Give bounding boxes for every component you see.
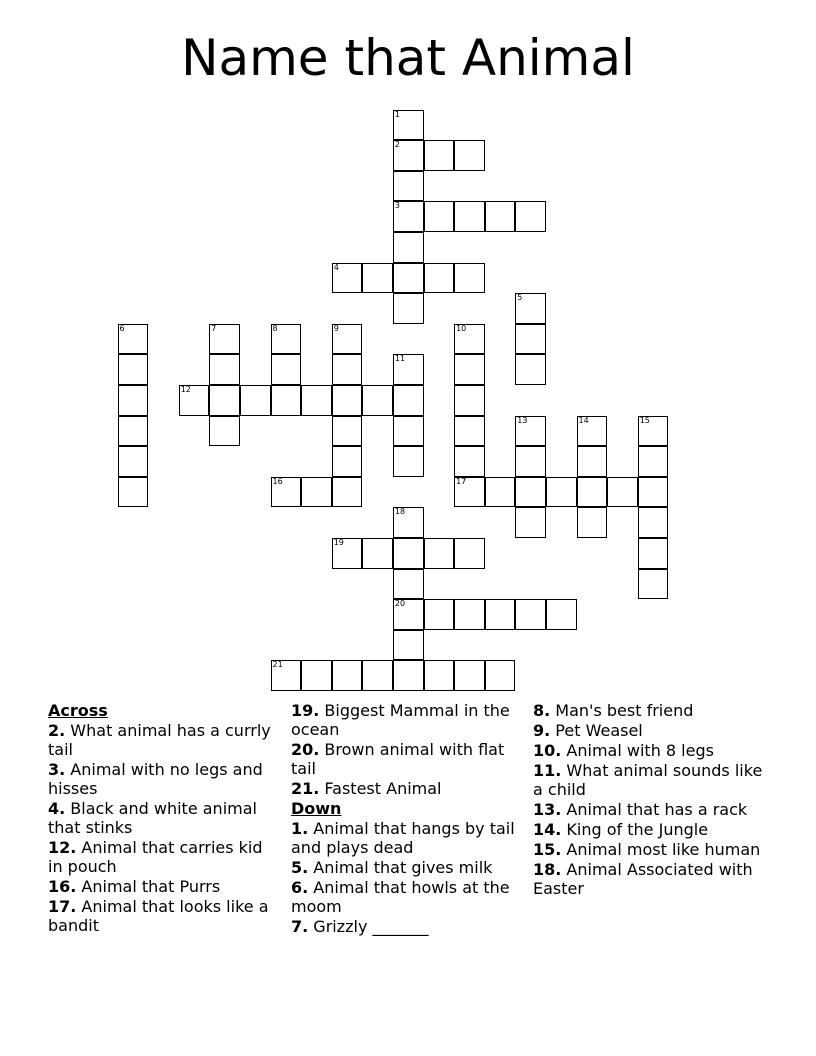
clue-number: 4 xyxy=(333,262,339,272)
grid-cell[interactable] xyxy=(271,477,302,508)
grid-cell[interactable] xyxy=(638,446,669,477)
clue-item-number: 15. xyxy=(533,840,562,859)
clue-item xyxy=(291,779,523,798)
grid-cell[interactable] xyxy=(454,599,485,630)
clue-item xyxy=(291,740,523,778)
grid-cell[interactable] xyxy=(393,201,424,232)
grid-cell[interactable] xyxy=(638,538,669,569)
grid-cell[interactable] xyxy=(454,263,485,294)
grid-cell[interactable] xyxy=(393,507,424,538)
grid-cell[interactable] xyxy=(209,385,240,416)
clue-item-number: 3. xyxy=(48,760,66,779)
clue-number: 7 xyxy=(211,323,217,333)
grid-cell[interactable] xyxy=(332,324,363,355)
clue-item xyxy=(48,838,280,876)
grid-cell[interactable] xyxy=(332,263,363,294)
grid-cell[interactable] xyxy=(271,324,302,355)
clue-number: 20 xyxy=(394,599,406,609)
grid-cell[interactable] xyxy=(332,416,363,447)
grid-cell[interactable] xyxy=(424,140,455,171)
clue-item xyxy=(291,858,523,877)
grid-cell[interactable] xyxy=(118,324,149,355)
clue-number: 10 xyxy=(456,323,467,333)
clue-number: 8 xyxy=(272,323,278,333)
clue-number: 9 xyxy=(333,323,339,333)
clue-number: 11 xyxy=(394,354,406,364)
clue-item-text: Animal that looks like a bandit xyxy=(48,897,269,935)
clue-item-text: Man's best friend xyxy=(550,701,694,720)
clue-item xyxy=(291,878,523,916)
clue-item-text: Black and white animal that stinks xyxy=(48,799,257,837)
grid-cell[interactable] xyxy=(393,140,424,171)
grid-cell[interactable] xyxy=(424,263,455,294)
clue-item-text: Brown animal with flat tail xyxy=(291,740,505,778)
clue-number: 13 xyxy=(517,415,528,425)
clue-item-number: 2. xyxy=(48,721,66,740)
clue-item xyxy=(48,799,280,837)
grid-cell[interactable] xyxy=(393,171,424,202)
clue-number: 14 xyxy=(578,415,589,425)
grid-cell[interactable] xyxy=(393,599,424,630)
clue-item-text: Animal Associated with Easter xyxy=(533,860,753,898)
grid-cell[interactable] xyxy=(638,477,669,508)
grid-cell[interactable] xyxy=(546,477,577,508)
grid-cell[interactable] xyxy=(118,385,149,416)
grid-cell[interactable] xyxy=(515,354,546,385)
clue-item-text: Animal that gives milk xyxy=(308,858,493,877)
clue-item xyxy=(533,860,773,898)
clue-item xyxy=(533,820,773,839)
clue-item-number: 12. xyxy=(48,838,77,857)
grid-cell[interactable] xyxy=(577,477,608,508)
grid-cell[interactable] xyxy=(301,385,332,416)
grid-cell[interactable] xyxy=(393,110,424,141)
clue-item-number: 18. xyxy=(533,860,562,879)
grid-cell[interactable] xyxy=(638,569,669,600)
grid-cell[interactable] xyxy=(546,599,577,630)
grid-cell[interactable] xyxy=(118,477,149,508)
clue-number: 1 xyxy=(394,109,400,119)
clue-item-number: 16. xyxy=(48,877,77,896)
clue-item-number: 4. xyxy=(48,799,66,818)
grid-cell[interactable] xyxy=(515,477,546,508)
clue-item-text: Animal with no legs and hisses xyxy=(48,760,263,798)
grid-cell[interactable] xyxy=(393,538,424,569)
clue-number: 18 xyxy=(394,507,406,517)
grid-cell[interactable] xyxy=(454,538,485,569)
clue-number: 6 xyxy=(119,323,125,333)
grid-cell[interactable] xyxy=(301,660,332,691)
grid-cell[interactable] xyxy=(332,538,363,569)
grid-cell[interactable] xyxy=(638,416,669,447)
clue-item-text: Animal that hangs by tail and plays dead xyxy=(291,819,515,857)
grid-cell[interactable] xyxy=(362,538,393,569)
grid-cell[interactable] xyxy=(393,263,424,294)
clue-column-2 xyxy=(291,701,523,937)
grid-cell[interactable] xyxy=(332,660,363,691)
grid-cell[interactable] xyxy=(515,201,546,232)
clue-item-text: Animal that howls at the moom xyxy=(291,878,510,916)
clue-item-text: What animal has a currly tail xyxy=(48,721,271,759)
grid-cell[interactable] xyxy=(118,354,149,385)
grid-cell[interactable] xyxy=(485,599,516,630)
grid-cell[interactable] xyxy=(577,446,608,477)
clue-item-text: Animal with 8 legs xyxy=(561,741,714,760)
clue-item-number: 5. xyxy=(291,858,309,877)
grid-cell[interactable] xyxy=(454,354,485,385)
clue-item-number: 1. xyxy=(291,819,309,838)
clue-item xyxy=(533,721,773,740)
grid-cell[interactable] xyxy=(332,354,363,385)
clue-item-number: 21. xyxy=(291,779,320,798)
grid-cell[interactable] xyxy=(393,416,424,447)
clue-item-text: King of the Jungle xyxy=(561,820,709,839)
grid-cell[interactable] xyxy=(332,385,363,416)
clue-item xyxy=(48,897,280,935)
grid-cell[interactable] xyxy=(393,569,424,600)
grid-cell[interactable] xyxy=(209,416,240,447)
grid-cell[interactable] xyxy=(485,201,516,232)
clue-number: 3 xyxy=(394,201,400,211)
grid-cell[interactable] xyxy=(362,385,393,416)
clue-item xyxy=(533,840,773,859)
grid-cell[interactable] xyxy=(607,477,638,508)
grid-cell[interactable] xyxy=(393,293,424,324)
clue-item-number: 14. xyxy=(533,820,562,839)
grid-cell[interactable] xyxy=(362,263,393,294)
clue-item xyxy=(533,761,773,799)
grid-cell[interactable] xyxy=(515,446,546,477)
clue-item-text: What animal sounds like a child xyxy=(533,761,763,799)
clue-number: 5 xyxy=(517,293,523,303)
grid-cell[interactable] xyxy=(454,416,485,447)
clue-item xyxy=(48,877,280,896)
clue-item xyxy=(533,701,773,720)
clue-item-number: 19. xyxy=(291,701,320,720)
clue-item-text: Biggest Mammal in the ocean xyxy=(291,701,510,739)
clue-item-text: Animal that Purrs xyxy=(76,877,221,896)
grid-cell[interactable] xyxy=(424,599,455,630)
clue-number: 2 xyxy=(394,140,400,150)
grid-cell[interactable] xyxy=(393,385,424,416)
grid-cell[interactable] xyxy=(485,477,516,508)
grid-cell[interactable] xyxy=(393,630,424,661)
clue-item-number: 8. xyxy=(533,701,551,720)
clue-item-text: Animal that has a rack xyxy=(561,800,748,819)
grid-cell[interactable] xyxy=(240,385,271,416)
grid-cell[interactable] xyxy=(118,446,149,477)
grid-cell[interactable] xyxy=(271,354,302,385)
clue-item-number: 9. xyxy=(533,721,551,740)
grid-cell[interactable] xyxy=(118,416,149,447)
clue-item-text: Pet Weasel xyxy=(550,721,643,740)
clue-section-heading: Down xyxy=(291,799,342,818)
grid-cell[interactable] xyxy=(454,660,485,691)
clue-item-text: Fastest Animal xyxy=(319,779,442,798)
clue-number: 12 xyxy=(180,384,191,394)
grid-cell[interactable] xyxy=(454,324,485,355)
clue-item-number: 11. xyxy=(533,761,562,780)
grid-cell[interactable] xyxy=(362,660,393,691)
grid-cell[interactable] xyxy=(515,324,546,355)
grid-cell[interactable] xyxy=(485,660,516,691)
grid-cell[interactable] xyxy=(515,599,546,630)
clue-item xyxy=(291,819,523,857)
clue-number: 15 xyxy=(639,415,650,425)
grid-cell[interactable] xyxy=(393,232,424,263)
grid-cell[interactable] xyxy=(515,507,546,538)
clue-item-number: 13. xyxy=(533,800,562,819)
clue-item-text: Animal that carries kid in pouch xyxy=(48,838,263,876)
clue-item-number: 10. xyxy=(533,741,562,760)
clue-item xyxy=(48,760,280,798)
grid-cell[interactable] xyxy=(424,660,455,691)
clue-item-number: 7. xyxy=(291,917,309,936)
grid-cell[interactable] xyxy=(454,201,485,232)
grid-cell[interactable] xyxy=(577,507,608,538)
clue-item-number: 6. xyxy=(291,878,309,897)
clue-number: 16 xyxy=(272,476,283,486)
grid-cell[interactable] xyxy=(301,477,332,508)
grid-cell[interactable] xyxy=(424,201,455,232)
clue-column-3 xyxy=(533,701,773,899)
page-title: Name that Animal xyxy=(181,29,635,87)
grid-cell[interactable] xyxy=(271,385,302,416)
grid-cell[interactable] xyxy=(577,416,608,447)
grid-cell[interactable] xyxy=(209,354,240,385)
clue-item-text: Grizzly _______ xyxy=(308,917,429,936)
grid-cell[interactable] xyxy=(424,538,455,569)
grid-cell[interactable] xyxy=(393,354,424,385)
clue-item-number: 20. xyxy=(291,740,320,759)
grid-cell[interactable] xyxy=(209,324,240,355)
clue-column-1 xyxy=(48,701,280,936)
grid-cell[interactable] xyxy=(332,477,363,508)
clue-item xyxy=(533,800,773,819)
clue-item xyxy=(533,741,773,760)
clue-number: 21 xyxy=(272,660,283,670)
grid-cell[interactable] xyxy=(332,446,363,477)
grid-cell[interactable] xyxy=(638,507,669,538)
clue-number: 17 xyxy=(456,476,467,486)
grid-cell[interactable] xyxy=(454,385,485,416)
clue-number: 19 xyxy=(333,537,344,547)
clue-item xyxy=(291,917,523,936)
clue-item-number: 17. xyxy=(48,897,77,916)
grid-cell[interactable] xyxy=(393,446,424,477)
grid-cell[interactable] xyxy=(454,477,485,508)
clue-item xyxy=(291,701,523,739)
clue-item-text: Animal most like human xyxy=(561,840,761,859)
grid-cell[interactable] xyxy=(393,660,424,691)
grid-cell[interactable] xyxy=(271,660,302,691)
grid-cell[interactable] xyxy=(179,385,210,416)
grid-cell[interactable] xyxy=(454,140,485,171)
grid-cell[interactable] xyxy=(515,293,546,324)
grid-cell[interactable] xyxy=(515,416,546,447)
clue-section-heading: Across xyxy=(48,701,108,720)
grid-cell[interactable] xyxy=(454,446,485,477)
clue-item xyxy=(48,721,280,759)
